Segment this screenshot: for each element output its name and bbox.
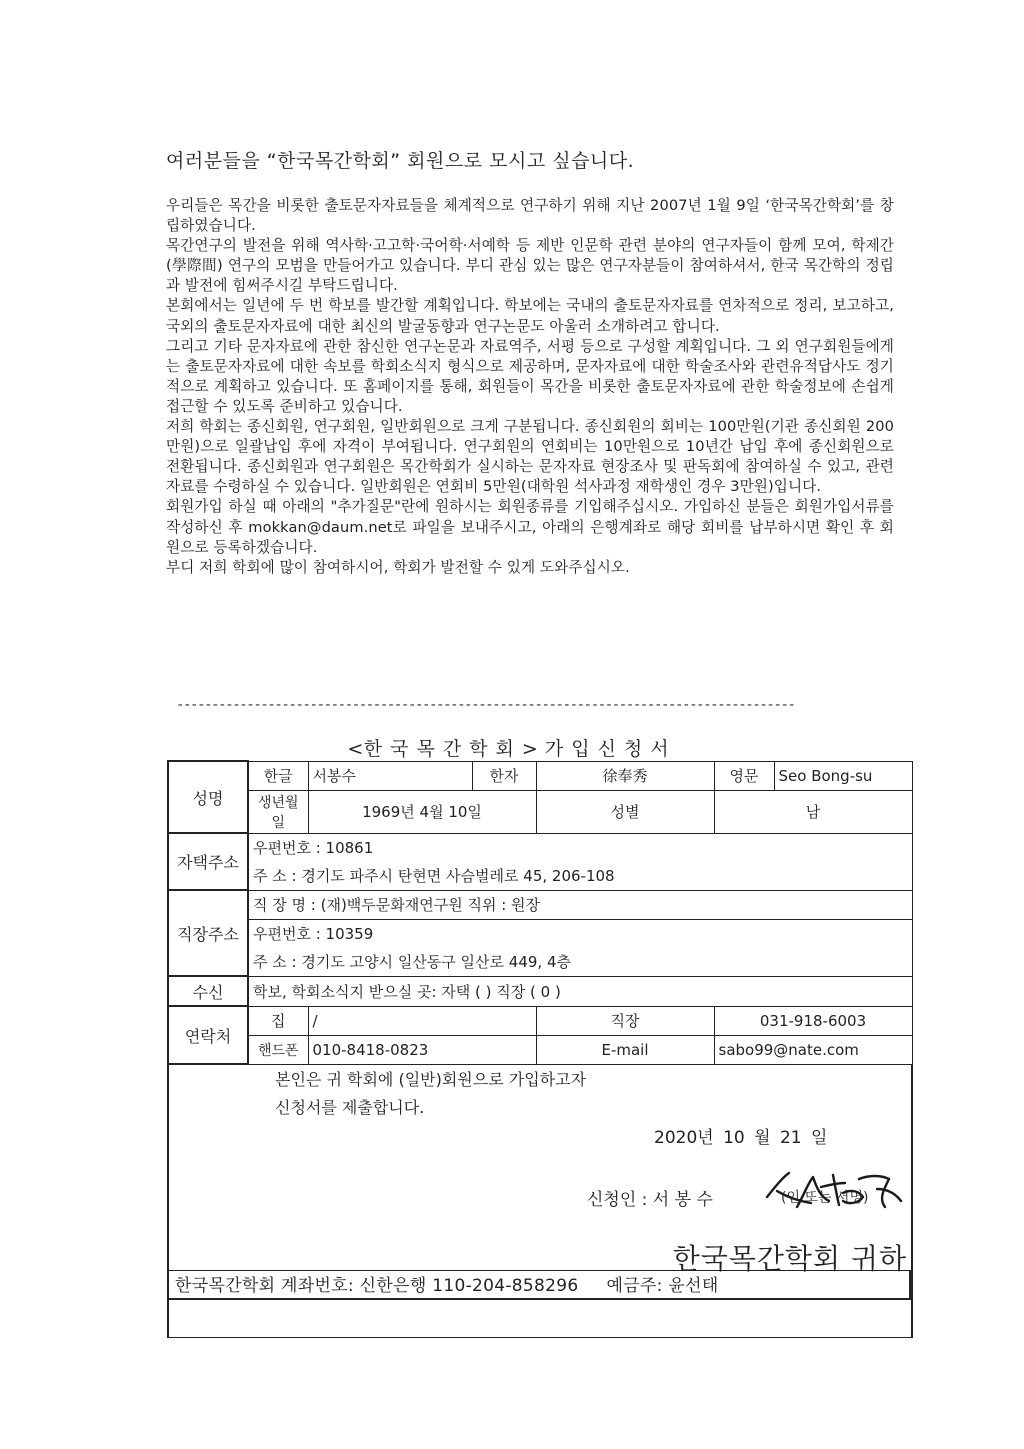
mobile-label: 핸드폰 bbox=[248, 1035, 308, 1064]
work-address-section-label: 직장주소 bbox=[168, 890, 248, 976]
work-zip-field[interactable]: 우편번호 : 10359 bbox=[248, 919, 912, 948]
application-date: 2020년 10 월 21 일 bbox=[654, 1128, 828, 1148]
letter-paragraph: 우리들은 목간을 비롯한 출토문자자료들을 체계적으로 연구하기 위해 지난 2007년 1월 9일 ‘한국목간학회’를 창립하였습니다. bbox=[166, 197, 894, 235]
form-title bbox=[0, 734, 1024, 761]
name-section-label: 성명 bbox=[168, 761, 248, 833]
work-phone-field[interactable]: 031-918-6003 bbox=[714, 1006, 912, 1035]
birth-label: 생년월일 bbox=[248, 790, 308, 833]
work-address-field[interactable]: 주 소 : 경기도 고양시 일산동구 일산로 449, 4층 bbox=[248, 948, 912, 977]
addressee: 한국목간학회 귀하 bbox=[672, 1242, 907, 1275]
mobile-field[interactable]: 010-8418-0823 bbox=[308, 1035, 536, 1064]
home-phone-label: 집 bbox=[248, 1006, 308, 1035]
english-label: 영문 bbox=[714, 761, 774, 790]
gender-field[interactable]: 남 bbox=[714, 790, 912, 833]
letter-paragraph: 부디 저희 학회에 많이 참여하시어, 학회가 발전할 수 있게 도와주십시오. bbox=[166, 558, 630, 576]
receive-section-label: 수신 bbox=[168, 976, 248, 1006]
handwritten-signature bbox=[759, 1167, 909, 1211]
work-phone-label: 직장 bbox=[536, 1006, 714, 1035]
english-name-field[interactable]: Seo Bong-su bbox=[774, 761, 912, 790]
form-title-suffix: 가입신청서 bbox=[544, 738, 677, 760]
hangul-name-field[interactable]: 서봉수 bbox=[308, 761, 472, 790]
form-title-society: 한국목간학회 bbox=[363, 738, 522, 760]
bank-account: 한국목간학회 계좌번호: 신한은행 110-204-858296 bbox=[175, 1276, 579, 1296]
contact-section-label: 연락처 bbox=[168, 1006, 248, 1064]
form-title-close: > bbox=[521, 738, 539, 760]
declaration-line-1: 본인은 귀 학회에 (일반)회원으로 가입하고자 bbox=[275, 1070, 587, 1089]
workplace-field[interactable]: 직 장 명 : (재)백두문화재연구원 직위 : 원장 bbox=[248, 890, 912, 919]
applicant-name: 신청인 : 서 봉 수 bbox=[587, 1190, 713, 1210]
home-address-field[interactable]: 주 소 : 경기도 파주시 탄현면 사슴벌레로 45, 206-108 bbox=[248, 862, 912, 891]
hanja-name-field[interactable]: 徐奉秀 bbox=[536, 761, 714, 790]
application-form-table bbox=[167, 760, 913, 1338]
form-title-open: < bbox=[347, 738, 364, 760]
email-field[interactable]: sabo99@nate.com bbox=[714, 1035, 912, 1064]
cut-line-divider: ---------------------------------------------------------------------------------------- bbox=[176, 697, 795, 713]
declaration-line-2: 신청서를 제출합니다. bbox=[275, 1098, 425, 1117]
account-holder: 예금주: 윤선태 bbox=[606, 1276, 719, 1296]
letter-paragraph: 그리고 기타 문자자료에 관한 참신한 연구논문과 자료역주, 서평 등으로 구성할 계획입니다. 그 외 연구회원들에게는 출토문자자료에 대한 속보를 학회소식지 형식으로 제공하며, 문자자료에 대한 학술조사와 관련유적답사도 정기적으로 계획하고 있습니다. 또 홈페이지를 통해, 회원들이 목간을 비롯한 출토문자자료에 관한 학술정보에 손쉽게 접근할 수 있도록 준비하고 있습니다. bbox=[166, 337, 894, 415]
home-zip-field[interactable]: 우편번호 : 10861 bbox=[248, 833, 912, 862]
home-address-section-label: 자택주소 bbox=[168, 833, 248, 890]
gender-label: 성별 bbox=[536, 790, 714, 833]
letter-paragraph: 저희 학회는 종신회원, 연구회원, 일반회원으로 크게 구분됩니다. 종신회원의 회비는 100만원(기관 종신회원 200만원)으로 일괄납입 후에 자격이 부여됩니다. 연구회원의 연회비는 10만원으로 10년간 납입 후에 종신회원으로 전환됩니다. 종신회원과 연구회원은 목간학회가 실시하는 문자자료 현장조사 및 판독회에 참여하실 수 있고, 관련자료를 수령하실 수 있습니다. 일반회원은 연회비 5만원(대학원 석사과정 재학생인 경우 3만원)입니다. bbox=[166, 418, 894, 496]
letter-heading: 여러분들을 “한국목간학회” 회원으로 모시고 싶습니다. bbox=[166, 150, 635, 172]
letter-paragraph: 본회에서는 일년에 두 번 학보를 발간할 계획입니다. 학보에는 국내의 출토문자자료를 연차적으로 정리, 보고하고, 국외의 출토문자자료에 대한 최신의 발굴동향과 연구논문도 아울러 소개하려고 합니다. bbox=[166, 297, 894, 335]
letter-body bbox=[166, 196, 894, 578]
bank-account-info bbox=[167, 1270, 911, 1300]
seal-label: (인 또는 서명) bbox=[781, 1190, 869, 1206]
home-phone-field[interactable]: / bbox=[308, 1006, 536, 1035]
birth-date-field[interactable]: 1969년 4월 10일 bbox=[308, 790, 536, 833]
letter-paragraph: 목간연구의 발전을 위해 역사학·고고학·국어학·서예학 등 제반 인문학 관련 분야의 연구자들이 함께 모여, 학제간(學際間) 연구의 모범을 만들어가고 있습니다. 부디 관심 있는 많은 연구자분들이 참여하셔서, 한국 목간학의 정립과 발전에 힘써주시길 부탁드립니다. bbox=[166, 237, 894, 295]
hangul-label: 한글 bbox=[248, 761, 308, 790]
receive-location-field[interactable]: 학보, 학회소식지 받으실 곳: 자택 ( ) 직장 ( 0 ) bbox=[248, 976, 912, 1006]
email-label: E-mail bbox=[536, 1035, 714, 1064]
hanja-label: 한자 bbox=[472, 761, 536, 790]
letter-paragraph: 회원가입 하실 때 아래의 "추가질문"란에 원하시는 회원종류를 기입해주십시오. 가입하신 분들은 회원가입서류를 작성하신 후 mokkan@daum.net로 파일을 보내주시고, 아래의 은행계좌로 해당 회비를 납부하시면 확인 후 회원으로 등록하겠습니다. bbox=[166, 498, 894, 556]
